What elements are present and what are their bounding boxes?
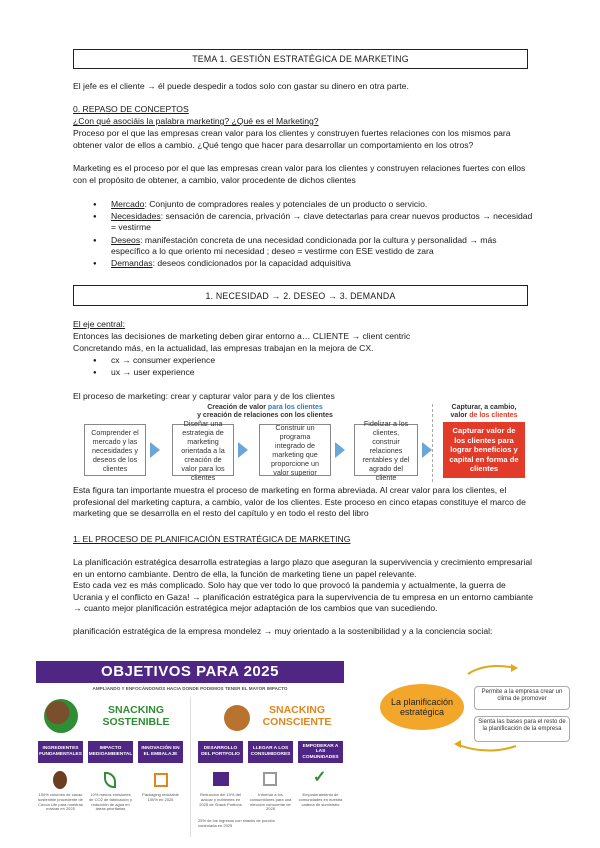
objetivos-title: OBJETIVOS PARA 2025 [36, 661, 344, 683]
section1-heading: 1. EL PROCESO DE PLANIFICACIÓN ESTRATÉGICA DE MARKETING [73, 534, 351, 544]
concept-list [73, 199, 535, 270]
process-step-5: Capturar valor de los clientes para lograr beneficios y capital en forma de clientes [443, 422, 525, 478]
process-step-1: Comprender el mercado y las necesidades y deseos de los clientes [84, 424, 146, 476]
list-item [73, 199, 535, 211]
arrow-icon [422, 442, 432, 458]
section0-question: ¿Con qué asociáis la palabra marketing? ¿Qué es el Marketing? [73, 116, 319, 126]
eje-heading: El eje central: [73, 319, 126, 329]
cycle-box-2: Sienta las bases para el resto de la planificación de la empresa [474, 716, 570, 742]
eje-line-2: Concretando más, en la actualidad, las empresas trabajan en la mejora de CX. [73, 343, 374, 353]
eje-line-1: Entonces las decisiones de marketing deben girar entorno a… CLIENTE → client centric [73, 331, 411, 341]
objetivos-subtitle: AMPLIANDO Y ENFOCÁNDONOS HACIA DONDE PODEMOS TENER EL MAYOR IMPACTO [92, 686, 288, 691]
left-heading: SNACKING SOSTENIBLE [102, 704, 170, 728]
arrow-icon [238, 442, 248, 458]
section0-heading: 0. REPASO DE CONCEPTOS [73, 104, 189, 114]
check-icon: ✓ [313, 769, 327, 786]
cycle-box-1: Permite a la empresa crear un clima de promover [474, 686, 570, 710]
list-text: : manifestación concreta de una necesidad condicionada por la cultura y personalidad → más específico a lo que oriento mi necesidad ; deseo = vestirme con ESE vestido de zara [111, 234, 497, 257]
note: Informar a los consumidores para una elección consciente de 2025 [249, 792, 292, 812]
list-item [73, 258, 535, 270]
section0-p1: Proceso por el que las empresas crean valor para los clientes y construyen fuertes relaciones con los mismos para obtener valor de ellos a cambio. ¿Qué tengo que hacer para desarrollar un comportamiento en los otros? [73, 128, 511, 150]
eje-list [73, 355, 215, 378]
section1-p3: planificación estratégica de la empresa mondelez → muy orientado a la sostenibilidad y a la conciencia social: [73, 626, 493, 636]
list-text: : Conjunto de compradores reales y potenciales de un producto o servicio. [144, 199, 428, 209]
card-ingredientes: INGREDIENTES FUNDAMENTALES [38, 741, 83, 763]
arrow-icon [335, 442, 345, 458]
section0-p2: Marketing es el proceso por el que las empresas crean valor para los clientes y construyen relaciones fuertes con ellos con el propósito de obtener, a cambio, valor procedente de dichos clientes [73, 163, 526, 185]
process-heading: El proceso de marketing: crear y capturar valor para y de los clientes [73, 391, 335, 401]
process-step-3: Construir un programa integrado de marketing que proporcione un valor superior [259, 424, 331, 476]
footnote: 25% de los ingresos con snacks de porción controlada en 2025 [198, 818, 275, 828]
list-item: ● ux → user experience [73, 367, 215, 379]
objetivos-infographic [36, 661, 344, 841]
box-icon [154, 773, 168, 787]
process-step-4: Fidelizar a los clientes, construir relaciones rentables y del agrado del cliente [354, 424, 418, 476]
list-item: ● cx → consumer experience [73, 355, 215, 367]
process-divider [432, 404, 433, 482]
list-term: Necesidades [111, 210, 161, 221]
note: Reducción del 10% del azúcar y nutrientes en 2025 de Snack Portions [199, 792, 242, 807]
card-impacto: IMPACTO MEDIOAMBIENTAL [88, 741, 133, 763]
right-heading: SNACKING CONSCIENTE [262, 704, 332, 728]
note: Empoderamiento de comunidades en nuestra cadena de suministro [298, 792, 343, 807]
process-header-right: Capturar, a cambio, valor de los clientes [450, 404, 518, 420]
list-term: Demandas [111, 257, 153, 268]
list-text: : sensación de carencia, privación → clave detectarlas para crear nuevos productos → necesidad = vestirme [111, 210, 533, 233]
page-title: TEMA 1. GESTIÓN ESTRATÉGICA DE MARKETING [192, 54, 409, 64]
section1-p1: La planificación estratégica desarrolla estrategias a largo plazo que aseguran la supervivencia y crecimiento empresarial en un entorno cambiante. Dentro de ella, la función de marketing tiene un papel relevante. [73, 557, 533, 579]
note: 100% volumen de cacao sostenible procedente de Cocoa Life para nuestras marcas en 2025 [38, 792, 83, 812]
cycle-center: La planificación estratégica [380, 684, 464, 730]
list-term: Deseos [111, 234, 141, 245]
flow-box [73, 285, 528, 306]
leaf-icon [104, 772, 116, 788]
process-step-2: Diseñar una estrategia de marketing orientada a la creación de valor para los clientes [172, 424, 234, 476]
process-caption: Esta figura tan importante muestra el proceso de marketing en forma abreviada. Al crear valor para los clientes, el profesional del marketing captura, a cambio, valor de los clientes. Este proceso en cinco etapas constituye el marco de marketing que se desarrolla en el resto del capítulo y en todo el resto del libro [73, 485, 526, 519]
cacao-icon [53, 771, 67, 789]
arrow-icon [150, 442, 160, 458]
intro-text: El jefe es el cliente → él puede despedir a todos solo con gastar su dinero en otra parte. [73, 81, 409, 91]
cookie-icon [224, 705, 250, 731]
list-item [73, 211, 535, 234]
cycle-diagram [376, 660, 576, 755]
objetivos-divider [190, 697, 191, 837]
globe-icon [44, 699, 78, 733]
list-text: : deseos condicionados por la capacidad adquisitiva [152, 257, 351, 268]
card-comunidades: EMPODERAR A LAS COMUNIDADES [298, 741, 343, 763]
section1-p2: Esto cada vez es más complicado. Solo hay que ver todo lo que provocó la pandemia y actualmente, la guerra de Ucrania y el conflicto en Gaza! → planificación estratégica para la supervivencia de tu empresa en un entorno cambiante → cuanto mejor planificación estratégica mejor adaptación de los cambios que van sucediendo. [73, 580, 534, 614]
card-consumidores: LLEGAR A LOS CONSUMIDORES [248, 741, 293, 763]
note: 10% menos emisiones de CO2 de fabricación y reducción de agua en áreas prioritarias [89, 792, 132, 812]
flow-text: 1. NECESIDAD → 2. DESEO → 3. DEMANDA [205, 291, 396, 301]
process-header-left: Creación de valor para los clientes y creación de relaciones con los clientes [197, 404, 333, 420]
note: Packaging reciclable 100% en 2025 [142, 792, 179, 802]
card-embalaje: INNOVACIÓN EN EL EMBALAJE [138, 741, 183, 763]
page-title-box [73, 49, 528, 69]
list-term: Mercado [111, 199, 145, 209]
label-icon [263, 772, 277, 786]
card-portfolio: DESARROLLO DEL PORTFOLIO [198, 741, 243, 763]
list-item [73, 235, 535, 258]
snack-icon [213, 772, 229, 786]
